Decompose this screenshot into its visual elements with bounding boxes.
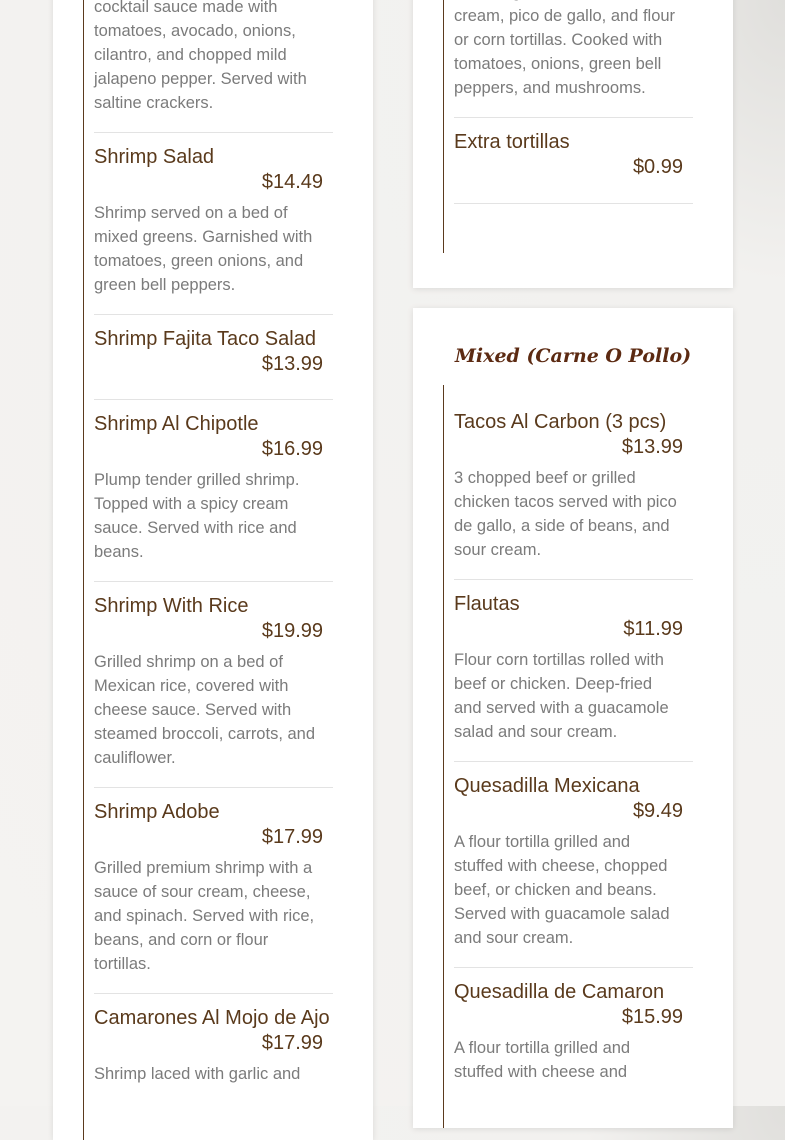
item-list <box>454 398 693 1101</box>
category-rail <box>443 385 444 1128</box>
menu-card-shrimp <box>53 0 373 1140</box>
item-price: $0.99 <box>632 156 683 178</box>
menu-item[interactable] <box>94 133 333 315</box>
item-price: $9.49 <box>632 800 683 822</box>
item-price: $14.49 <box>261 171 323 193</box>
menu-item[interactable] <box>94 400 333 582</box>
item-description: cream, pico de gallo, and flour or corn tortillas. Cooked with tomatoes, onions, green bell peppers, and mushrooms. <box>454 7 676 97</box>
menu-item[interactable] <box>454 762 693 968</box>
category-rail <box>83 0 84 1140</box>
item-description: 3 chopped beef or grilled chicken tacos served with pico de gallo, a side of beans, and sour cream. <box>454 469 677 559</box>
menu-item[interactable] <box>94 788 333 994</box>
item-name: Shrimp Adobe <box>94 801 220 823</box>
item-price: $13.99 <box>621 436 683 458</box>
menu-item[interactable] <box>454 118 693 204</box>
item-price: $13.99 <box>261 353 323 375</box>
item-description: Grilled shrimp on a bed of Mexican rice, covered with cheese sauce. Served with steamed broccoli, carrots, and cauliflower. <box>94 653 316 767</box>
menu-card-mixed <box>413 308 733 1128</box>
menu-item-fragment <box>454 0 693 118</box>
item-description: cocktail sauce made with tomatoes, avocado, onions, cilantro, and chopped mild jalapeno pepper. Served with saltine crackers. <box>94 0 307 112</box>
item-name: Flautas <box>454 593 520 615</box>
item-list <box>94 0 333 1103</box>
item-description: A flour tortilla grilled and stuffed with cheese, chopped beef, or chicken and beans. Served with guacamole salad and sour cream. <box>454 833 670 947</box>
menu-card-fajitas <box>413 0 733 288</box>
item-name: Extra tortillas <box>454 131 570 153</box>
item-list <box>454 0 693 204</box>
item-name: Tacos Al Carbon (3 pcs) <box>454 411 667 433</box>
item-price: $17.99 <box>261 1032 323 1054</box>
item-price: $15.99 <box>621 1006 683 1028</box>
item-name: Shrimp Al Chipotle <box>94 413 259 435</box>
item-name: Shrimp Salad <box>94 146 215 168</box>
item-name: Shrimp Fajita Taco Salad <box>94 328 316 350</box>
menu-item-fragment <box>94 0 333 133</box>
menu-item[interactable] <box>94 582 333 788</box>
menu-item[interactable] <box>454 968 693 1101</box>
item-name: Shrimp With Rice <box>94 595 249 617</box>
item-price: $19.99 <box>261 620 323 642</box>
item-description: Flour corn tortillas rolled with beef or chicken. Deep-fried and served with a guacamole salad and sour cream. <box>454 651 669 741</box>
menu-item[interactable] <box>454 398 693 580</box>
item-description: Shrimp served on a bed of mixed greens. Garnished with tomatoes, green onions, and green bell peppers. <box>94 204 313 294</box>
item-name: Quesadilla Mexicana <box>454 775 640 797</box>
item-description: Plump tender grilled shrimp. Topped with a spicy cream sauce. Served with rice and beans. <box>94 471 300 561</box>
item-price: $16.99 <box>261 438 323 460</box>
item-description: Shrimp laced with garlic and <box>94 1065 301 1083</box>
menu-item[interactable] <box>94 994 333 1103</box>
category-title: Mixed (Carne O Pollo) <box>454 345 692 367</box>
item-description: Grilled premium shrimp with a sauce of sour cream, cheese, and spinach. Served with rice, beans, and corn or flour tortillas. <box>94 859 315 973</box>
menu-item[interactable] <box>454 580 693 762</box>
item-name: Camarones Al Mojo de Ajo <box>94 1007 330 1029</box>
menu-item[interactable] <box>94 315 333 400</box>
category-rail <box>443 0 444 253</box>
item-name: Quesadilla de Camaron <box>454 981 665 1003</box>
item-price: $17.99 <box>261 826 323 848</box>
item-price: $11.99 <box>623 618 683 640</box>
item-description: A flour tortilla grilled and stuffed with cheese and <box>454 1039 631 1081</box>
